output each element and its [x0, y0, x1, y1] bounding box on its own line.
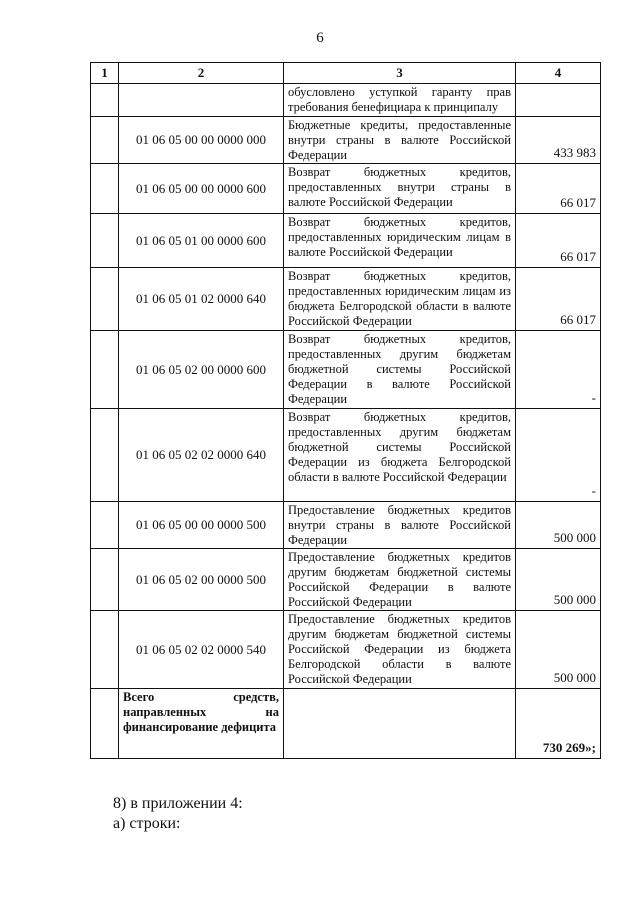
row-description: Предоставление бюджетных кредитов другим бюджетам бюджетной системы Российской Федерации в валюте Российской Федерации [284, 549, 516, 611]
row-description: Возврат бюджетных кредитов, предоставленных юридическим лицам из бюджета Белгородской области в валюте Российской Федерации [284, 268, 516, 331]
table-row [91, 84, 601, 117]
row-amount: - [516, 331, 601, 409]
budget-code: 01 06 05 00 00 0000 000 [119, 117, 284, 164]
column-header: 2 [119, 63, 284, 84]
total-amount: 730 269»; [516, 689, 601, 759]
column-header: 3 [284, 63, 516, 84]
table-row [91, 214, 601, 268]
page-number: 6 [316, 30, 324, 46]
table-row [91, 502, 601, 549]
budget-code: 01 06 05 01 02 0000 640 [119, 268, 284, 331]
row-description: Возврат бюджетных кредитов, предоставленных юридическим лицам в валюте Российской Федерации [284, 214, 516, 268]
table-row [91, 611, 601, 689]
row-amount: - [516, 409, 601, 502]
table-row [91, 268, 601, 331]
row-amount: 66 017 [516, 214, 601, 268]
table-row [91, 549, 601, 611]
amendment-subline: а) строки: [113, 815, 181, 832]
row-amount: 500 000 [516, 549, 601, 611]
row-description: обусловлено уступкой гаранту прав требования бенефициара к принципалу [284, 84, 516, 117]
table-total-row [91, 689, 601, 759]
row-amount: 66 017 [516, 268, 601, 331]
budget-table [90, 62, 601, 759]
budget-code: 01 06 05 01 00 0000 600 [119, 214, 284, 268]
row-description: Возврат бюджетных кредитов, предоставленных другим бюджетам бюджетной системы Российской Федерации из бюджета Белгородской области в валюте Российской Федерации [284, 409, 516, 502]
budget-code: 01 06 05 02 02 0000 540 [119, 611, 284, 689]
total-label: Всего средств, направленных на финансирование дефицита [119, 689, 284, 759]
row-amount: 500 000 [516, 502, 601, 549]
row-description: Предоставление бюджетных кредитов другим бюджетам бюджетной системы Российской Федерации из бюджета Белгородской области в валюте Российской Федерации [284, 611, 516, 689]
row-amount: 66 017 [516, 164, 601, 214]
budget-code: 01 06 05 00 00 0000 500 [119, 502, 284, 549]
budget-code: 01 06 05 02 00 0000 500 [119, 549, 284, 611]
row-description: Бюджетные кредиты, предоставленные внутри страны в валюте Российской Федерации [284, 117, 516, 164]
table-row [91, 409, 601, 502]
budget-code: 01 06 05 02 02 0000 640 [119, 409, 284, 502]
row-amount [516, 84, 601, 117]
table-header-row [91, 63, 601, 84]
column-header: 4 [516, 63, 601, 84]
row-description: Возврат бюджетных кредитов, предоставленных другим бюджетам бюджетной системы Российской Федерации в валюте Российской Федерации [284, 331, 516, 409]
budget-code [119, 84, 284, 117]
table-row [91, 117, 601, 164]
table-row [91, 331, 601, 409]
row-description: Возврат бюджетных кредитов, предоставленных внутри страны в валюте Российской Федерации [284, 164, 516, 214]
row-amount: 433 983 [516, 117, 601, 164]
row-amount: 500 000 [516, 611, 601, 689]
budget-code: 01 06 05 00 00 0000 600 [119, 164, 284, 214]
amendment-line: 8) в приложении 4: [113, 795, 243, 812]
table-row [91, 164, 601, 214]
column-header: 1 [91, 63, 119, 84]
row-description: Предоставление бюджетных кредитов внутри страны в валюте Российской Федерации [284, 502, 516, 549]
budget-code: 01 06 05 02 00 0000 600 [119, 331, 284, 409]
